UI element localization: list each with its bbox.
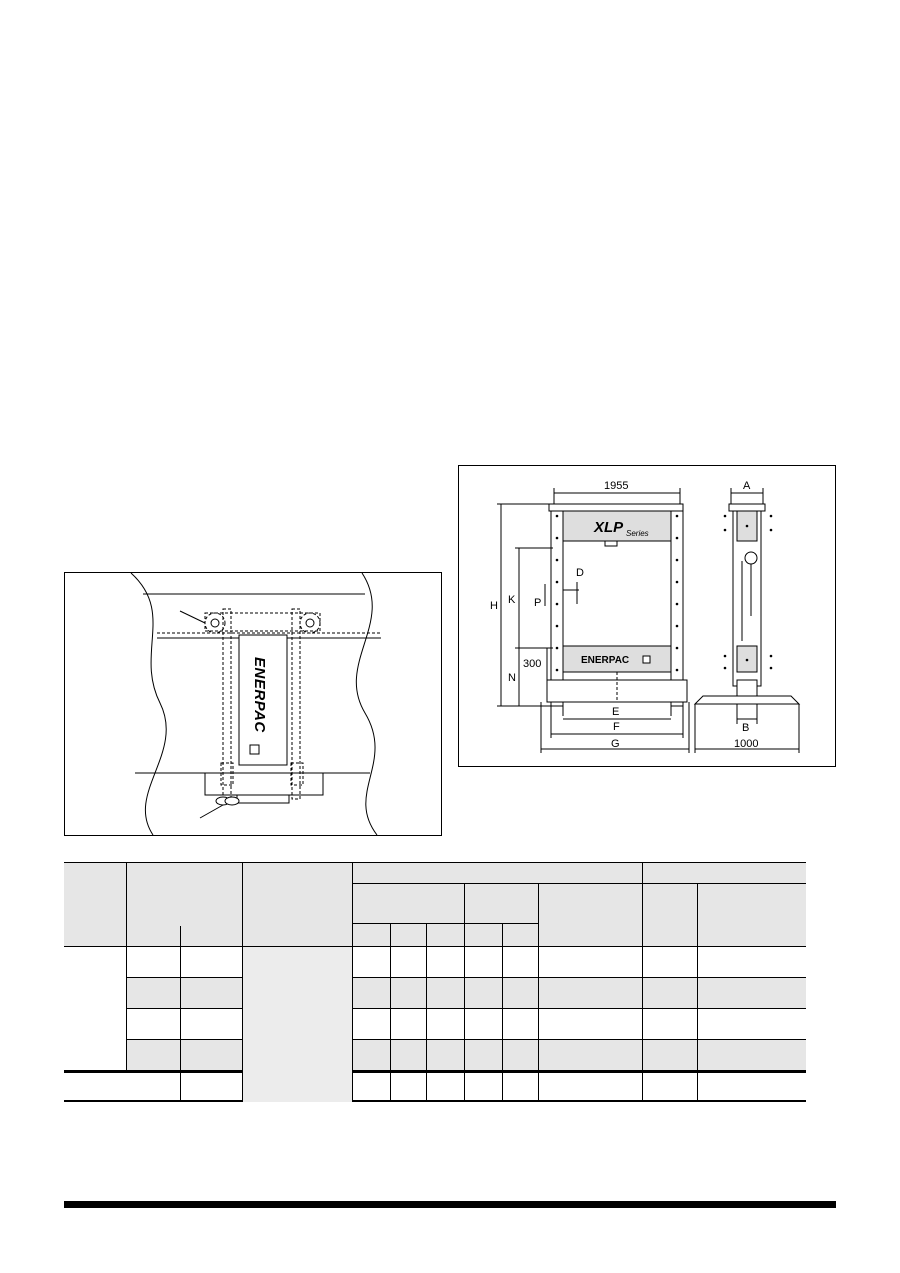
- mounting-drawing: [65, 573, 441, 835]
- table-subsub-5: [502, 924, 538, 947]
- dim-p: P: [534, 597, 542, 609]
- table-subsub-2: [390, 924, 426, 947]
- bolster-logo-icon: [643, 656, 650, 663]
- table-header-col-2: [126, 862, 242, 947]
- table-subsub-4: [464, 924, 502, 947]
- table-row-group-label: [64, 947, 126, 1071]
- table-col-line: [502, 947, 503, 1102]
- table-shaded-column: [242, 947, 352, 1102]
- table-subheader-2: [464, 884, 538, 924]
- dim-d: D: [576, 567, 584, 579]
- table-col-line: [390, 947, 391, 1102]
- table-col-line: [464, 947, 465, 1102]
- table-col-line: [180, 947, 181, 1102]
- table-header-col-3: [242, 862, 352, 947]
- dim-g: G: [611, 738, 620, 750]
- footer-rule: [64, 1201, 836, 1208]
- table-subheader-3: [538, 884, 642, 947]
- table-col-line: [642, 947, 643, 1102]
- dim-f: F: [613, 721, 620, 733]
- dim-a: A: [743, 480, 751, 492]
- bolster-brand-label: ENERPAC: [581, 655, 630, 666]
- table-subheader-1: [352, 884, 464, 924]
- table-col-line: [352, 947, 353, 1102]
- table-header-col-1: [64, 862, 126, 947]
- dim-k: K: [508, 594, 516, 606]
- table-col-line: [697, 947, 698, 1102]
- specification-table: [64, 862, 806, 1102]
- dim-n: N: [508, 672, 516, 684]
- table-row: [126, 947, 806, 978]
- table-row: [126, 978, 806, 1009]
- series-word: Series: [626, 529, 649, 538]
- dim-width-top: 1955: [604, 480, 629, 492]
- dim-base-depth: 1000: [734, 738, 759, 750]
- table-col-line: [426, 947, 427, 1102]
- enerpac-logo-icon: [250, 745, 259, 754]
- table-header-group-b: [642, 862, 806, 884]
- table-header-group-a: [352, 862, 642, 884]
- series-badge: XLP: [594, 519, 624, 536]
- table-subsub-1: [352, 924, 390, 947]
- dim-bed-height: 300: [523, 658, 542, 670]
- dim-b: B: [742, 722, 750, 734]
- cylinder-mounting-figure: [64, 572, 442, 836]
- dim-e: E: [612, 706, 620, 718]
- table-subheader-4: [642, 884, 697, 947]
- table-subheader-5: [697, 884, 806, 947]
- dimensions-drawing: [459, 466, 835, 766]
- table-row: [126, 1009, 806, 1040]
- dim-h: H: [490, 600, 498, 612]
- press-dimensions-figure: [458, 465, 836, 767]
- table-row: [126, 1040, 806, 1071]
- table-col-line: [538, 947, 539, 1102]
- table-row: [64, 1071, 806, 1102]
- table-header-tick: [180, 926, 181, 947]
- table-subsub-3: [426, 924, 464, 947]
- cylinder-brand-label: ENERPAC: [251, 657, 268, 733]
